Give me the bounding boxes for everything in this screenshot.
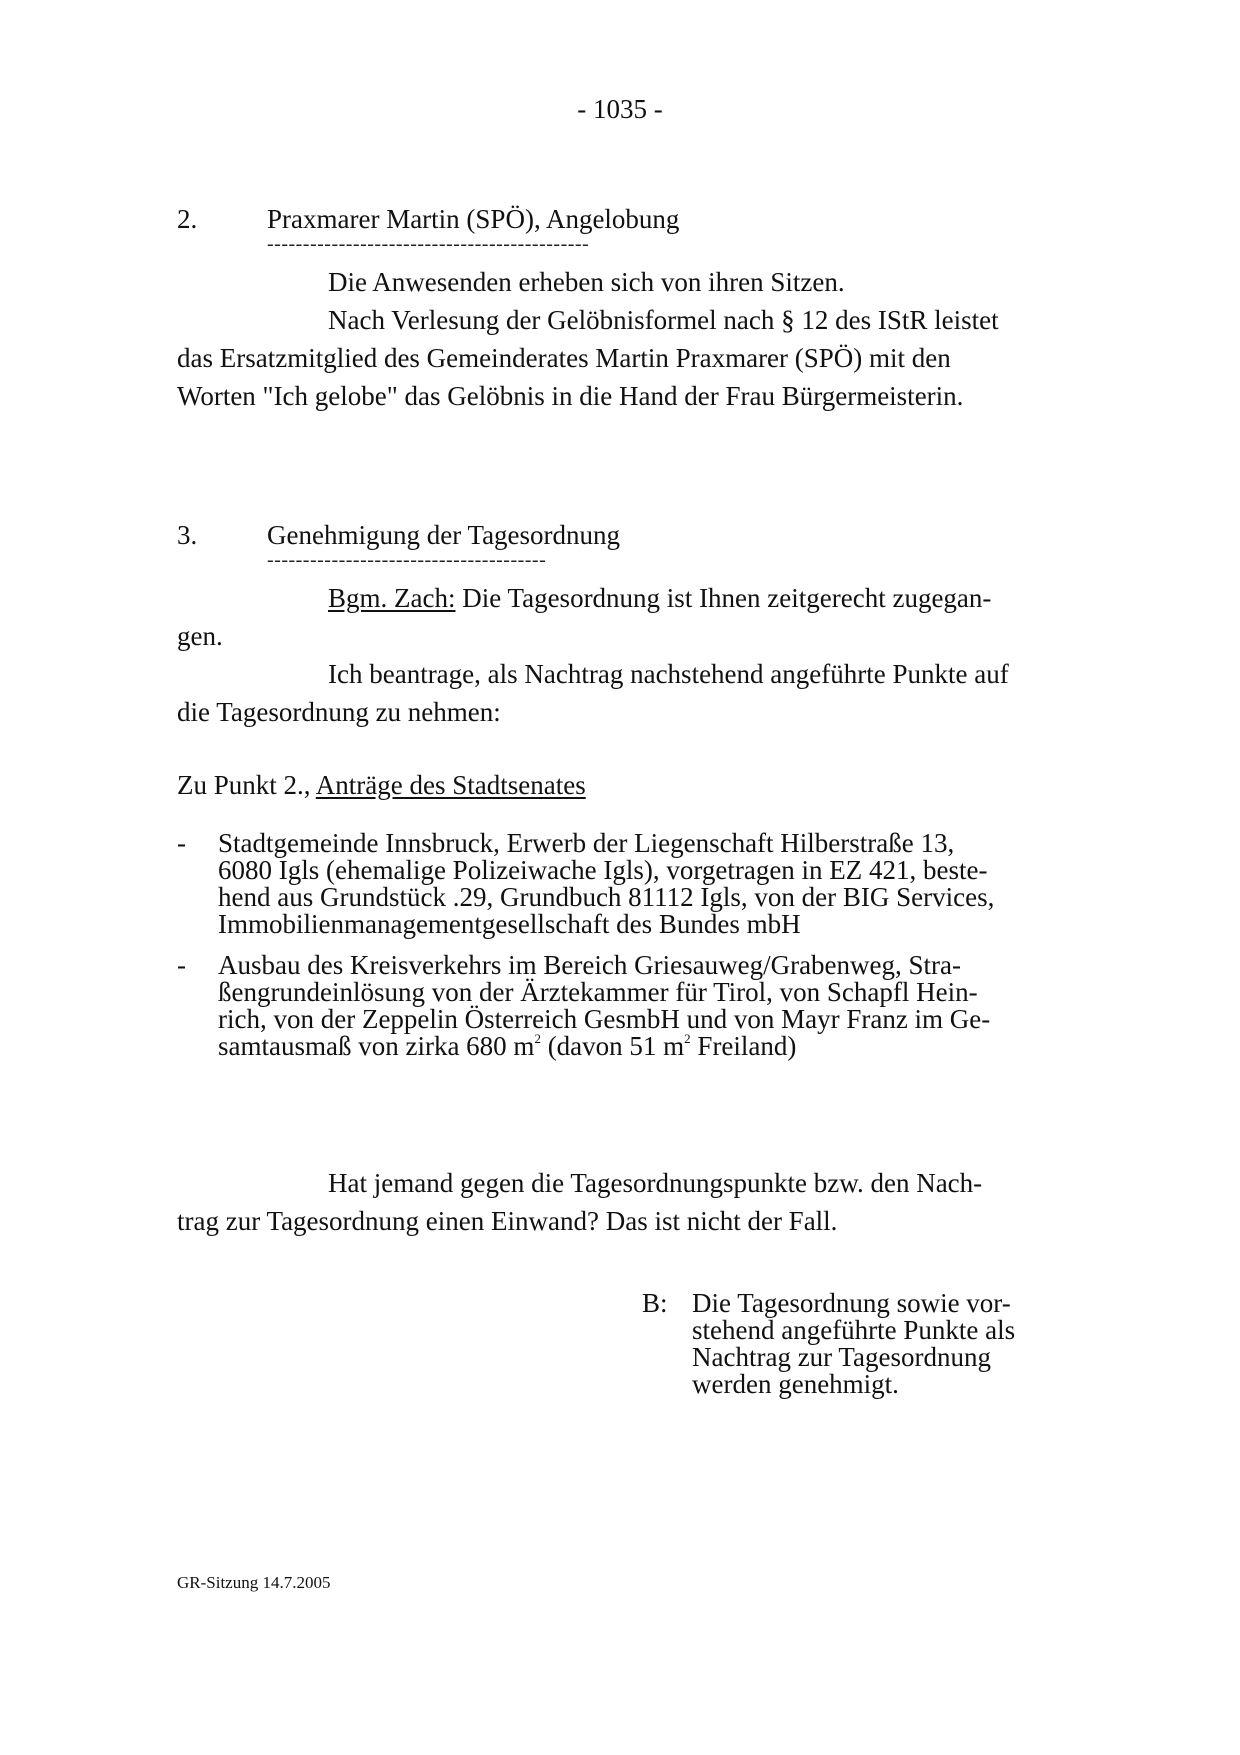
list-item-2-dash: - — [177, 950, 186, 980]
list-item-2-line: rich, von der Zeppelin Österreich GesmbH und von Mayr Franz im Ge- — [218, 1004, 991, 1034]
list-item-2-line: ßengrundeinlösung von der Ärztekammer für Tirol, von Schapfl Hein- — [218, 977, 978, 1007]
list-item-2-last-line: samtausmaß von zirka 680 $m^2$ (davon 51 $m^2$ Freiland) — [218, 1031, 797, 1061]
resolution-line: werden genehmigt. — [692, 1369, 899, 1399]
agenda-point-title: Anträge des Stadtsenates — [315, 770, 586, 800]
section-2-number: 2. — [177, 204, 198, 234]
speaker-name: Bgm. Zach: — [328, 583, 456, 613]
question-line-2: trag zur Tagesordnung einen Einwand? Das ist nicht der Fall. — [177, 1206, 838, 1236]
list-item-1-line: Stadtgemeinde Innsbruck, Erwerb der Liegenschaft Hilberstraße 13, — [218, 828, 955, 858]
section-2-title-underline: --------------------------------------------- — [267, 233, 590, 255]
list-item-1-line: 6080 Igls (ehemalige Polizeiwache Igls), vorgetragen in EZ 421, beste- — [218, 855, 988, 885]
section-2-paragraph-1: Die Anwesenden erheben sich von ihren Sitzen. — [328, 267, 845, 297]
resolution-label: B: — [642, 1288, 668, 1318]
page-number: - 1035 - — [577, 94, 663, 124]
footer-session-date: GR-Sitzung 14.7.2005 — [177, 1573, 331, 1592]
agenda-point-heading — [177, 766, 586, 804]
list-item-1-dash: - — [177, 828, 186, 858]
speech-line-1 — [328, 579, 991, 617]
list-item-2 — [218, 952, 990, 1060]
resolution-line: Nachtrag zur Tagesordnung — [692, 1342, 992, 1372]
section-2-title: Praxmarer Martin (SPÖ), Angelobung — [267, 204, 680, 234]
section-2-paragraph-2-line-2: das Ersatzmitglied des Gemeinderates Martin Praxmarer (SPÖ) mit den — [177, 343, 951, 373]
section-3-title-underline: --------------------------------------- — [267, 549, 547, 571]
resolution-text — [692, 1290, 1015, 1398]
request-line-1: Ich beantrage, als Nachtrag nachstehend angeführte Punkte auf — [328, 659, 1009, 689]
section-2-paragraph-2-line-1: Nach Verlesung der Gelöbnisformel nach § 12 des IStR leistet — [328, 305, 999, 335]
list-item-1-line: hend aus Grundstück .29, Grundbuch 81112 Igls, von der BIG Services, — [218, 882, 995, 912]
speech-text: Die Tagesordnung ist Ihnen zeitgerecht zugegan- — [455, 583, 992, 613]
section-2-paragraph-2-line-3: Worten "Ich gelobe" das Gelöbnis in die Hand der Frau Bürgermeisterin. — [177, 381, 964, 411]
speech-line-2: gen. — [177, 621, 223, 651]
resolution-line: Die Tagesordnung sowie vor- — [692, 1288, 1011, 1318]
agenda-point-prefix: Zu Punkt 2., — [177, 770, 316, 800]
question-line-1: Hat jemand gegen die Tagesordnungspunkte bzw. den Nach- — [328, 1168, 983, 1198]
list-item-2-line: Ausbau des Kreisverkehrs im Bereich Griesauweg/Grabenweg, Stra- — [218, 950, 962, 980]
list-item-1 — [218, 830, 994, 938]
resolution-line: stehend angeführte Punkte als — [692, 1315, 1016, 1345]
request-line-2: die Tagesordnung zu nehmen: — [177, 697, 501, 727]
section-3-title: Genehmigung der Tagesordnung — [267, 520, 621, 550]
list-item-1-line: Immobilienmanagementgesellschaft des Bundes mbH — [218, 909, 801, 939]
section-3-number: 3. — [177, 520, 198, 550]
